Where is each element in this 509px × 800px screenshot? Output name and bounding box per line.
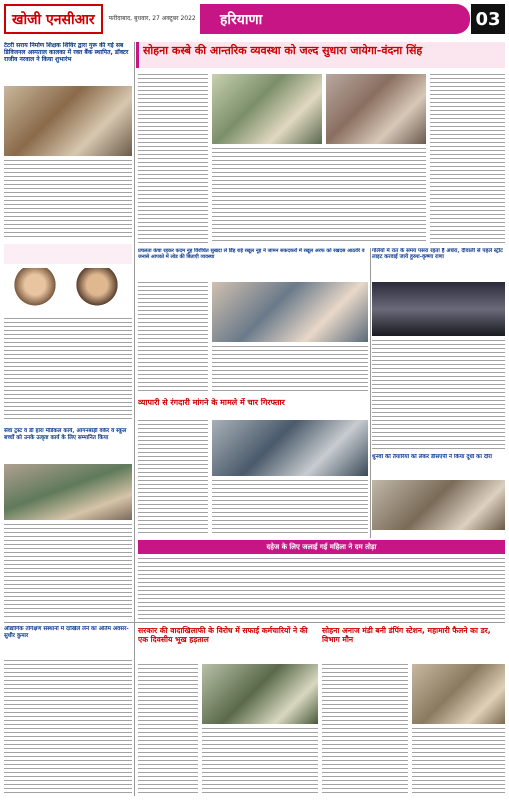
column-rule-1 [134, 42, 135, 796]
story-bottom-right-body2 [412, 728, 505, 796]
story-right-low [372, 454, 505, 476]
story-strip [138, 540, 505, 554]
story-left-mid-headline: सेवा ट्रस्ट व डी हारा मेडिकल कार्य, आंगनबाड़ी वर्कर व स्कूल बच्चों को उनके उत्कृष्ट कार्य के लिए सम्मानित किया [4, 428, 127, 441]
story-main-headline: सोहना कस्बे की आन्तरिक व्यवस्था को जल्द सुधारा जायेगा-वंदना सिंह [143, 44, 423, 57]
story-main-photo-1 [212, 74, 322, 144]
story-center-body2 [212, 480, 368, 534]
story-left-pullquote [4, 244, 132, 264]
story-main-photo-2 [326, 74, 426, 144]
story-left-mid [4, 428, 132, 460]
story-sub1 [138, 248, 368, 278]
story-left-top-headline: टेटरी सराय निर्माण शिक्षक शिविर द्वारा गुरू की गई सब डिविजनल अस्पताल कालका में रक्त बैंक स्थापित, डॉक्टर राजीव नरवाल ने किया शुभारंभ [4, 42, 129, 64]
story-bottom-left [4, 626, 132, 656]
story-strip-headline: दहेज के लिए जलाई गई महिला ने दम तोड़ा [266, 543, 377, 551]
story-bottom-mid-headline: सरकार की वादाखिलाफी के विरोध में सफाई कर्मचारियों ने की एक दिवसीय भूख हड़ताल [138, 626, 308, 644]
story-right-mid-photo [372, 282, 505, 336]
story-sub1-photo [212, 282, 368, 342]
story-bottom-mid-body [138, 664, 198, 796]
story-left-top-photo [4, 86, 132, 156]
story-right-mid [372, 248, 505, 278]
story-right-low-photo [372, 480, 505, 530]
story-main-body-col2 [212, 148, 426, 244]
story-bottom-mid [138, 626, 318, 660]
masthead [0, 0, 509, 38]
page-number: 03 [471, 4, 505, 34]
story-right-mid-body [372, 340, 505, 450]
story-left-mid-body2 [4, 524, 132, 620]
row-rule-1 [4, 622, 505, 623]
brand-logo: खोजी एनसीआर [4, 4, 103, 34]
story-bottom-left-headline: औद्योगिक तंगिक्षण संस्थानों में दाखिले लेने का अंतिम अवसर-सुधीर कुमार [4, 626, 129, 639]
story-bottom-mid-photo [202, 664, 318, 724]
story-left-top-body [4, 160, 132, 240]
story-left-mid-photo [4, 464, 132, 520]
story-main-body-col3 [430, 74, 505, 244]
story-center-body [138, 420, 208, 534]
section-banner: हरियाणा [200, 4, 470, 34]
story-bottom-right-body [322, 664, 408, 796]
story-sub1-body [138, 282, 208, 392]
story-bottom-right [322, 626, 505, 660]
story-center-headline: व्यापारी से रंगदारी मांगने के मामले में चार गिरफ्तार [138, 398, 285, 407]
story-strip-body [138, 558, 505, 620]
story-center-photo [212, 420, 368, 476]
story-right-low-headline: धुनवो की तैयारियों को लेकर डीसएपी ने किया दूधी का दौरा [372, 454, 493, 460]
story-main-body-col1 [138, 74, 208, 244]
story-sub1-body2 [212, 346, 368, 392]
story-main-header [136, 42, 505, 68]
story-bottom-right-photo [412, 664, 505, 724]
story-bottom-mid-body2 [202, 728, 318, 796]
portrait-photo-1 [12, 268, 58, 310]
story-center [138, 398, 368, 416]
story-sub1-headline: प्रचलता कंचा रहकर कदम नूह विरोधित सुखदा ले डिंह राई रखूल नूह ने जामन सकदकरों में रखूल अरफ को रखदस आठवेरे व जनासे आपको में लोड की बिताएी व्यवस्था [138, 248, 365, 260]
column-rule-2 [370, 248, 371, 538]
story-bottom-right-headline: सोहना अनाज मंडी बनी डंपिंग स्टेशन, महामारी फैलने का डर, विभाग मौन [322, 626, 491, 644]
story-bottom-left-body [4, 660, 132, 796]
story-left-mid-body [4, 318, 132, 422]
story-right-mid-headline: गलियों में रात के समय पसरा रहता है अंधेरा, दीवाली से पहले स्ट्रीट लाइट करवाई जाये हुरुश-कृष्णा राणा [372, 248, 503, 261]
portrait-photo-2 [74, 268, 120, 310]
story-left-top [4, 42, 132, 82]
issue-meta: फरीदाबाद, बुधवार, 27 अक्टूबर 2022 [108, 15, 196, 23]
